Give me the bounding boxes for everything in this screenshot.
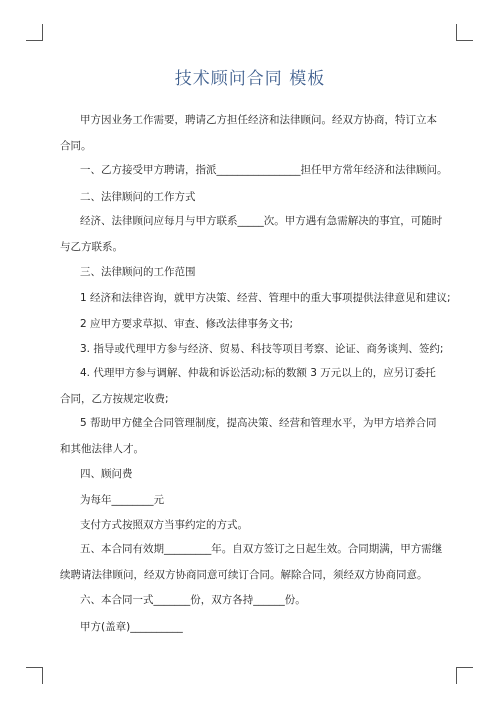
scope-item-1: 1 经济和法律咨询，就甲方决策、经营、管理中的重大事项提供法律意见和建议;	[80, 292, 451, 304]
clause-2-text: 经济、法律顾问应每月与甲方联系_____次。甲方遇有急需解决的事宜，可随时与乙方联系。	[60, 215, 443, 253]
crop-mark-bottom-right	[456, 667, 473, 684]
party-a-signature: 甲方(盖章)__________	[80, 621, 183, 633]
clause-6-copies: 六、本合同一式_______份，双方各持______份。	[80, 594, 306, 606]
scope-item-3: 3. 指导或代理甲方参与经济、贸易、科技等项目考察、论证、商务谈判、签约;	[80, 343, 444, 355]
intro-paragraph: 甲方因业务工作需要，聘请乙方担任经济和法律顾问。经双方协商，特订立本合同。	[60, 114, 437, 152]
section-3-heading: 三、法律顾问的工作范围	[80, 266, 196, 278]
payment-method: 支付方式按照双方当事约定的方式。	[80, 519, 248, 531]
crop-mark-bottom-left	[26, 667, 43, 684]
scope-item-5: 5 帮助甲方健全合同管理制度，提高决策、经营和管理水平，为甲方培养合同和其他法律人才。	[60, 417, 437, 455]
scope-item-2: 2 应甲方要求草拟、审查、修改法律事务文书;	[80, 318, 294, 330]
document-title: 技术顾问合同 模板	[174, 69, 326, 89]
crop-mark-top-right	[456, 24, 473, 41]
scope-item-4: 4. 代理甲方参与调解、仲裁和诉讼活动;标的数额 3 万元以上的，应另订委托合同，乙方按规定收费;	[60, 367, 436, 405]
crop-mark-top-left	[26, 24, 43, 41]
section-4-heading: 四、顾问费	[80, 468, 133, 480]
fee-line: 为每年________元	[80, 494, 164, 506]
section-2-heading: 二、法律顾问的工作方式	[80, 191, 196, 203]
clause-1: 一、乙方接受甲方聘请，指派________________担任甲方常年经济和法律顾问。	[80, 164, 448, 176]
clause-5-term: 五、本合同有效期_________年。自双方签订之日起生效。合同期满，甲方需继续聘请法律顾问，经双方协商同意可续订合同。解除合同，须经双方协商同意。	[60, 543, 443, 581]
